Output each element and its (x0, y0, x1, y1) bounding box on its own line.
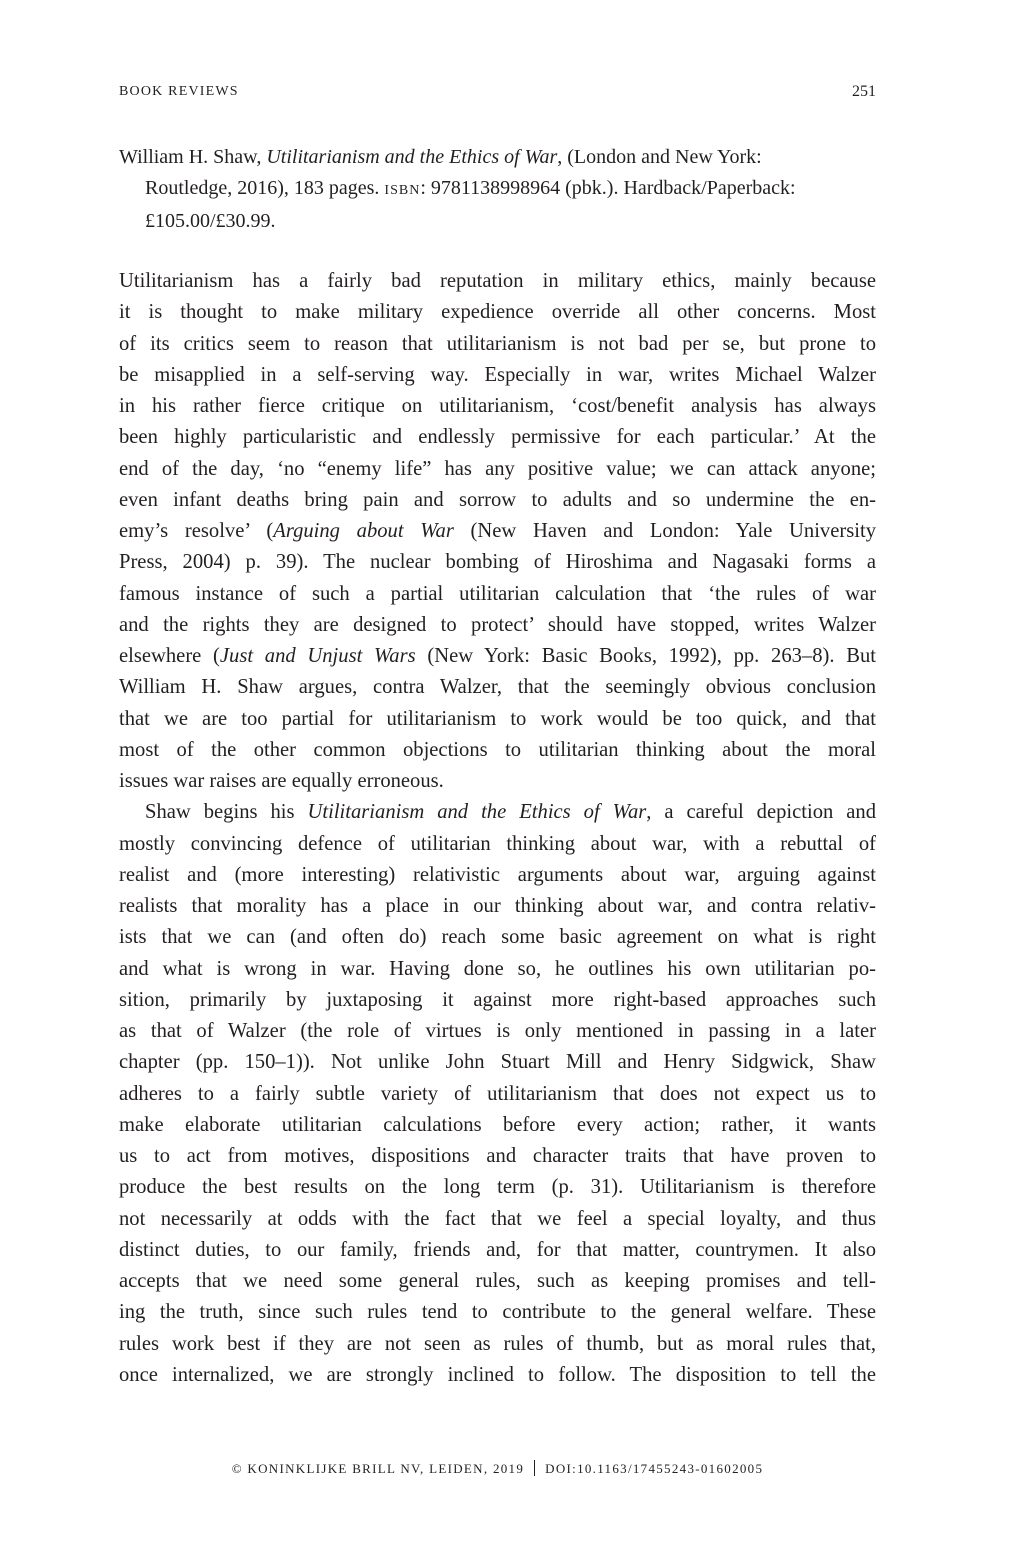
page-number: 251 (852, 83, 876, 100)
section-title: BOOK REVIEWS (119, 84, 239, 99)
italic-title: Utilitarianism and the Ethics of War (307, 801, 647, 824)
text-segment: (New Haven and London: Yale University (453, 520, 876, 542)
text-segment: realists that morality has a place in our thinking about war, and contra relativ- (119, 895, 876, 917)
text-segment: William H. Shaw argues, contra Walzer, that the seemingly obvious conclusion (119, 676, 876, 699)
footer-divider (534, 1460, 535, 1476)
text-line (119, 579, 876, 610)
text-line (119, 985, 876, 1016)
citation-publisher-cont: Routledge, 2016), 183 pages. (145, 177, 385, 199)
text-line (119, 954, 876, 985)
text-line (119, 829, 876, 860)
running-head (119, 84, 876, 100)
text-line (119, 891, 876, 922)
text-segment: make elaborate utilitarian calculations before every action; rather, it wants (119, 1113, 876, 1136)
citation-title: Utilitarianism and the Ethics of War (266, 146, 558, 168)
text-line (119, 641, 876, 672)
text-segment: and the rights they are designed to protect’ should have stopped, writes Walzer (119, 613, 876, 636)
text-segment: in his rather fierce critique on utilitarianism, ‘cost/benefit analysis has always (119, 395, 876, 417)
text-segment: end of the day, ‘no “enemy life” has any positive value; we can attack anyone; (119, 457, 876, 480)
text-segment: most of the other common objections to utilitarian thinking about the moral (119, 738, 876, 761)
text-segment: of its critics seem to reason that utilitarianism is not bad per se, but prone to (119, 332, 876, 355)
text-line (119, 797, 876, 828)
text-segment: chapter (pp. 150–1)). Not unlike John Stuart Mill and Henry Sidgwick, Shaw (119, 1051, 876, 1074)
isbn-label: ISBN (384, 183, 421, 198)
citation-author: William H. Shaw, (119, 146, 267, 168)
text-line (119, 297, 876, 328)
citation-line (119, 206, 876, 237)
text-segment: , a careful depiction and (646, 801, 876, 824)
text-segment: rules work best if they are not seen as rules of thumb, but as moral rules that, (119, 1332, 876, 1355)
text-line (119, 454, 876, 485)
text-segment: ists that we can (and often do) reach some basic agreement on what is right (119, 926, 876, 949)
isbn-value: : 9781138998964 (pbk.). Hardback/Paperback: (420, 177, 796, 199)
text-line (119, 860, 876, 891)
doi: DOI:10.1163/17455243-01602005 (545, 1461, 764, 1476)
text-line (119, 766, 876, 797)
text-line (119, 485, 876, 516)
text-line (119, 1079, 876, 1110)
review-body (119, 266, 876, 1391)
citation-price: £105.00/£30.99. (145, 210, 276, 232)
text-segment: famous instance of such a partial utilitarian calculation that ‘the rules of war (119, 582, 876, 605)
text-segment: even infant deaths bring pain and sorrow to adults and so undermine the en- (119, 488, 876, 511)
text-line (119, 1204, 876, 1235)
text-line (119, 922, 876, 953)
text-line (119, 1016, 876, 1047)
book-citation (119, 142, 876, 237)
text-segment: Shaw begins his (145, 801, 308, 824)
text-segment: produce the best results on the long term (p. 31). Utilitarianism is therefore (119, 1176, 876, 1199)
text-segment: be misapplied in a self-serving way. Especially in war, writes Michael Walzer (119, 363, 876, 386)
text-segment: it is thought to make military expedience override all other concerns. Most (119, 301, 876, 324)
text-line (119, 422, 876, 453)
text-segment: accepts that we need some general rules, such as keeping promises and tell- (119, 1270, 876, 1292)
text-line (119, 547, 876, 578)
text-line (119, 1360, 876, 1391)
text-segment: sition, primarily by juxtaposing it against more right-based approaches such (119, 988, 876, 1011)
text-segment: that we are too partial for utilitarianism to work would be too quick, and that (119, 707, 876, 730)
text-segment: Press, 2004) p. 39). The nuclear bombing of Hiroshima and Nagasaki forms a (119, 551, 876, 574)
citation-line (119, 173, 876, 206)
text-line (119, 1047, 876, 1078)
text-segment: realist and (more interesting) relativistic arguments about war, arguing against (119, 863, 876, 886)
text-segment: and what is wrong in war. Having done so, he outlines his own utilitarian po- (119, 957, 876, 980)
text-line (119, 735, 876, 766)
text-line (119, 1141, 876, 1172)
text-segment: (New York: Basic Books, 1992), pp. 263–8). But (415, 645, 876, 667)
text-line (119, 1172, 876, 1203)
italic-title: Arguing about War (273, 520, 454, 542)
text-line (119, 1235, 876, 1266)
text-segment: us to act from motives, dispositions and character traits that have proven to (119, 1145, 876, 1167)
text-segment: issues war raises are equally erroneous. (119, 770, 444, 792)
citation-publisher: , (London and New York: (557, 146, 762, 168)
page-footer (119, 1460, 876, 1477)
text-segment: elsewhere ( (119, 645, 220, 667)
text-line (119, 704, 876, 735)
text-line (119, 360, 876, 391)
text-line (119, 329, 876, 360)
text-line (119, 391, 876, 422)
text-segment: not necessarily at odds with the fact that we feel a special loyalty, and thus (119, 1207, 876, 1230)
citation-line (119, 142, 876, 173)
text-segment: Utilitarianism has a fairly bad reputation in military ethics, mainly because (119, 270, 876, 292)
copyright-notice: © KONINKLIJKE BRILL NV, LEIDEN, 2019 (231, 1461, 525, 1476)
text-segment: been highly particularistic and endlessly permissive for each particular.’ At the (119, 426, 876, 449)
text-line (119, 266, 876, 297)
text-line (119, 1329, 876, 1360)
text-line (119, 516, 876, 547)
text-segment: once internalized, we are strongly inclined to follow. The disposition to tell the (119, 1363, 876, 1386)
italic-title: Just and Unjust Wars (219, 645, 416, 667)
text-segment: ing the truth, since such rules tend to contribute to the general welfare. These (119, 1301, 876, 1324)
text-line (119, 1297, 876, 1328)
text-segment: distinct duties, to our family, friends and, for that matter, countrymen. It also (119, 1238, 876, 1261)
text-segment: emy’s resolve’ ( (119, 520, 274, 542)
text-segment: adheres to a fairly subtle variety of utilitarianism that does not expect us to (119, 1082, 876, 1105)
text-segment: mostly convincing defence of utilitarian thinking about war, with a rebuttal of (119, 832, 876, 855)
text-line (119, 1266, 876, 1297)
text-segment: as that of Walzer (the role of virtues is only mentioned in passing in a later (119, 1020, 876, 1042)
text-line (119, 610, 876, 641)
text-line (119, 1110, 876, 1141)
text-line (119, 672, 876, 703)
